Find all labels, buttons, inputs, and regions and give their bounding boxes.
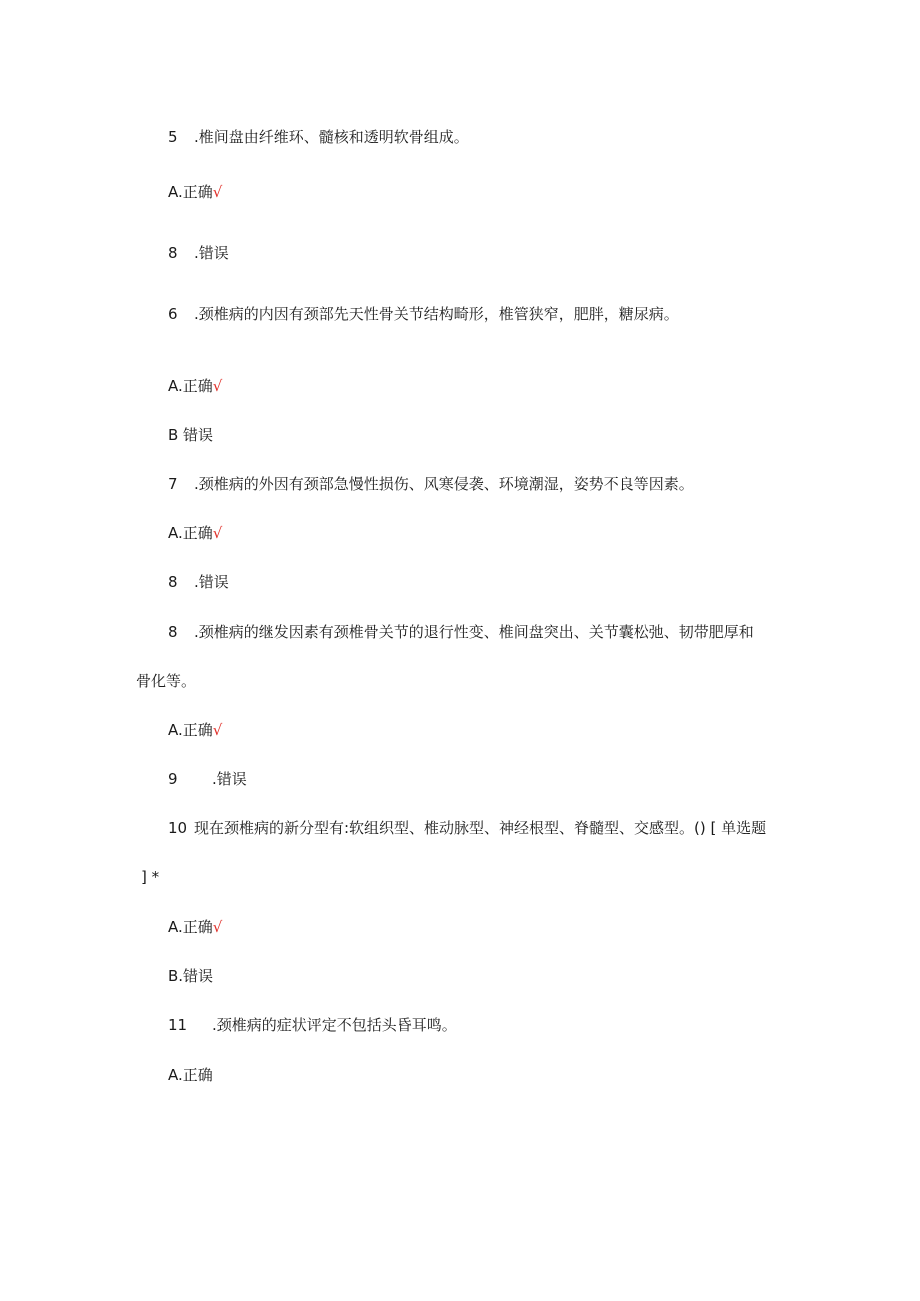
option-text: .错误 xyxy=(212,770,247,788)
option-a-correct xyxy=(168,1065,213,1085)
question-number: 7 xyxy=(168,475,178,493)
option-text: A.正确 xyxy=(168,377,213,395)
question-11 xyxy=(168,1015,457,1035)
check-mark-icon: √ xyxy=(212,524,223,542)
option-text: B.错误 xyxy=(168,967,214,985)
option-text: .错误 xyxy=(194,573,229,591)
check-mark-icon: √ xyxy=(212,721,223,739)
question-number: 11 xyxy=(168,1016,188,1034)
question-text: 骨化等。 xyxy=(136,672,197,690)
option-b-wrong xyxy=(168,243,229,263)
question-8-continued xyxy=(136,671,196,691)
option-b-wrong xyxy=(168,425,213,445)
option-a-correct xyxy=(168,523,222,543)
option-number: 8 xyxy=(168,244,178,262)
question-number: 10 xyxy=(168,819,188,837)
question-text: .椎间盘由纤维环、髓核和透明软骨组成。 xyxy=(194,128,469,146)
question-text: 现在颈椎病的新分型有:软组织型、椎动脉型、神经根型、脊髓型、交感型。() [ 单选题 xyxy=(194,819,767,837)
question-number: 5 xyxy=(168,128,178,146)
option-text: A.正确 xyxy=(168,918,213,936)
check-mark-icon: √ xyxy=(212,377,223,395)
option-b-wrong xyxy=(168,966,213,986)
question-text: .颈椎病的外因有颈部急慢性损伤、风寒侵袭、环境潮湿，姿势不良等因素。 xyxy=(194,475,694,493)
question-5 xyxy=(168,127,469,147)
question-6 xyxy=(168,304,679,324)
option-text: .错误 xyxy=(194,244,229,262)
question-8 xyxy=(168,622,754,642)
option-text: B 错误 xyxy=(168,426,214,444)
question-text: .颈椎病的症状评定不包括头昏耳鸣。 xyxy=(212,1016,457,1034)
option-text: A.正确 xyxy=(168,183,213,201)
question-10-continued xyxy=(141,867,159,887)
option-b-wrong xyxy=(168,572,229,592)
option-a-correct xyxy=(168,917,222,937)
option-text: A.正确 xyxy=(168,721,213,739)
question-10 xyxy=(168,818,766,838)
option-text: A.正确 xyxy=(168,524,213,542)
check-mark-icon: √ xyxy=(212,183,223,201)
option-a-correct xyxy=(168,376,222,396)
option-text: A.正确 xyxy=(168,1066,213,1084)
option-number: 8 xyxy=(168,573,178,591)
question-text: .颈椎病的继发因素有颈椎骨关节的退行性变、椎间盘突出、关节囊松弛、韧带肥厚和 xyxy=(194,623,754,641)
question-number: 6 xyxy=(168,305,178,323)
check-mark-icon: √ xyxy=(212,918,223,936)
option-number: 9 xyxy=(168,770,178,788)
option-b-wrong xyxy=(168,769,247,789)
option-a-correct xyxy=(168,182,222,202)
question-7 xyxy=(168,474,694,494)
question-text: .颈椎病的内因有颈部先天性骨关节结构畸形，椎管狭窄，肥胖，糖尿病。 xyxy=(194,305,679,323)
option-a-correct xyxy=(168,720,222,740)
question-number: 8 xyxy=(168,623,178,641)
question-text: ] * xyxy=(141,868,160,886)
